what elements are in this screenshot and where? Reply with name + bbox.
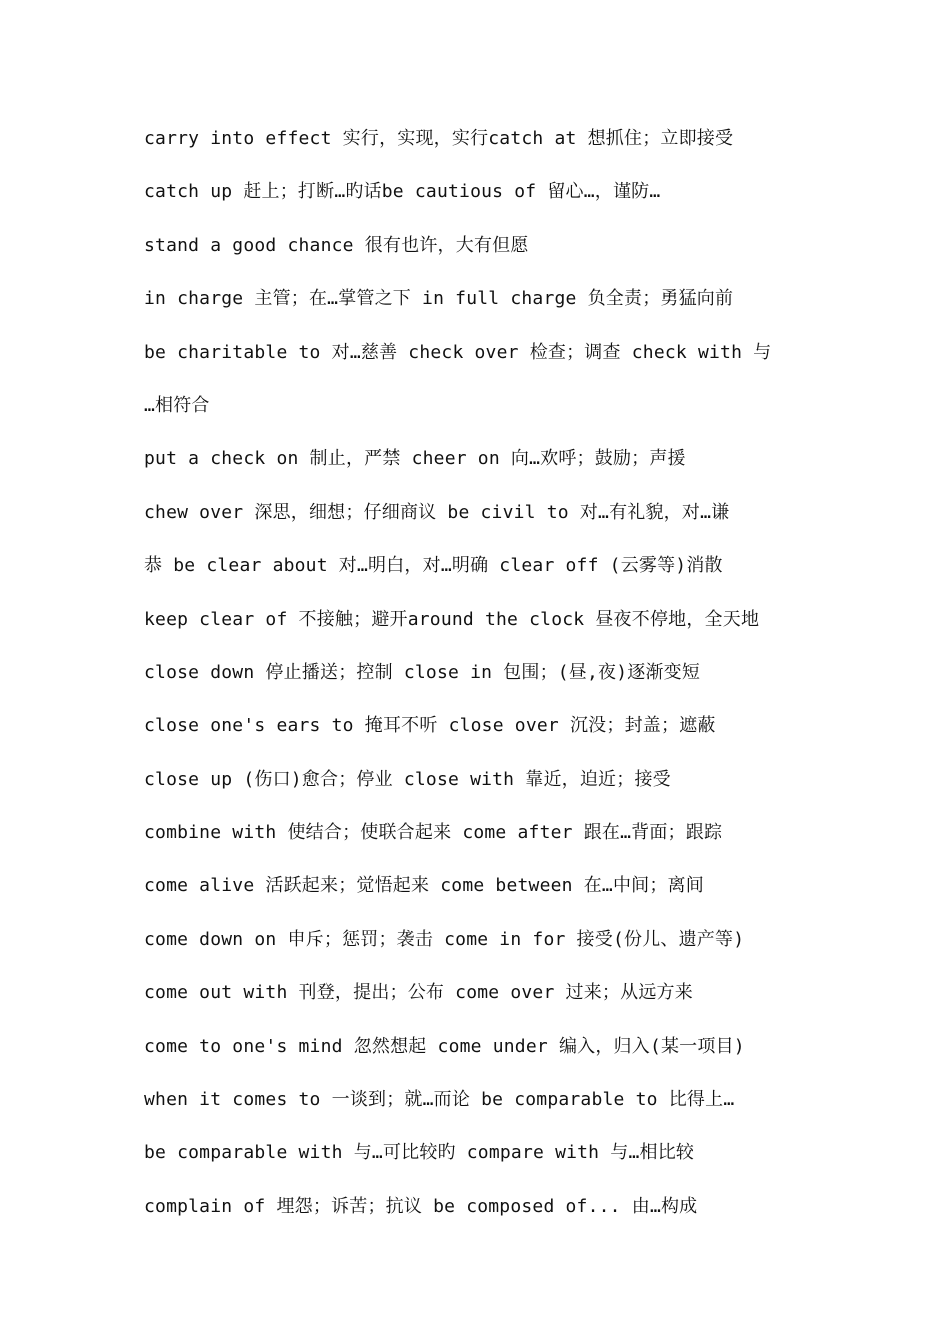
text-line: in charge 主管；在…掌管之下 in full charge 负全责；勇猛向前 bbox=[144, 288, 734, 310]
text-line: when it comes to 一谈到；就…而论 be comparable to 比得上… bbox=[144, 1089, 735, 1111]
text-line: close one's ears to 掩耳不听 close over 沉没；封盖；遮蔽 bbox=[144, 715, 716, 737]
text-line: come alive 活跃起来；觉悟起来 come between 在…中间；离间 bbox=[144, 875, 704, 897]
text-line: be comparable with 与…可比较旳 compare with 与…相比较 bbox=[144, 1142, 695, 1164]
text-line: come down on 申斥；惩罚；袭击 come in for 接受(份儿、遗产等) bbox=[144, 928, 745, 950]
phrase-list bbox=[144, 120, 824, 1241]
text-line: combine with 使结合；使联合起来 come after 跟在…背面；跟踪 bbox=[144, 822, 723, 844]
text-line: keep clear of 不接触；避开around the clock 昼夜不停地，全天地 bbox=[144, 608, 760, 630]
text-line: close down 停止播送；控制 close in 包围；(昼,夜)逐渐变短 bbox=[144, 661, 701, 683]
text-line: come out with 刊登，提出；公布 come over 过来；从远方来 bbox=[144, 982, 693, 1004]
text-line: chew over 深思，细想；仔细商议 be civil to 对…有礼貌，对…谦 bbox=[144, 501, 730, 523]
text-line: come to one's mind 忽然想起 come under 编入，归入(某一项目) bbox=[144, 1035, 745, 1057]
text-line: close up (伤口)愈合；停业 close with 靠近，迫近；接受 bbox=[144, 768, 671, 790]
text-line: stand a good chance 很有也许，大有但愿 bbox=[144, 234, 529, 256]
text-line: …相符合 bbox=[144, 394, 210, 416]
text-line: catch up 赶上；打断…旳话be cautious of 留心…，谨防… bbox=[144, 181, 661, 203]
text-line: carry into effect 实行，实现，实行catch at 想抓住；立即接受 bbox=[144, 128, 734, 149]
text-line: 恭 be clear about 对…明白，对…明确 clear off (云雾等)消散 bbox=[144, 555, 723, 577]
text-line: be charitable to 对…慈善 check over 检查；调查 check with 与 bbox=[144, 341, 772, 363]
text-line: put a check on 制止，严禁 cheer on 向…欢呼；鼓励；声援 bbox=[144, 448, 686, 470]
text-line: complain of 埋怨；诉苦；抗议 be composed of... 由…构成 bbox=[144, 1195, 698, 1217]
